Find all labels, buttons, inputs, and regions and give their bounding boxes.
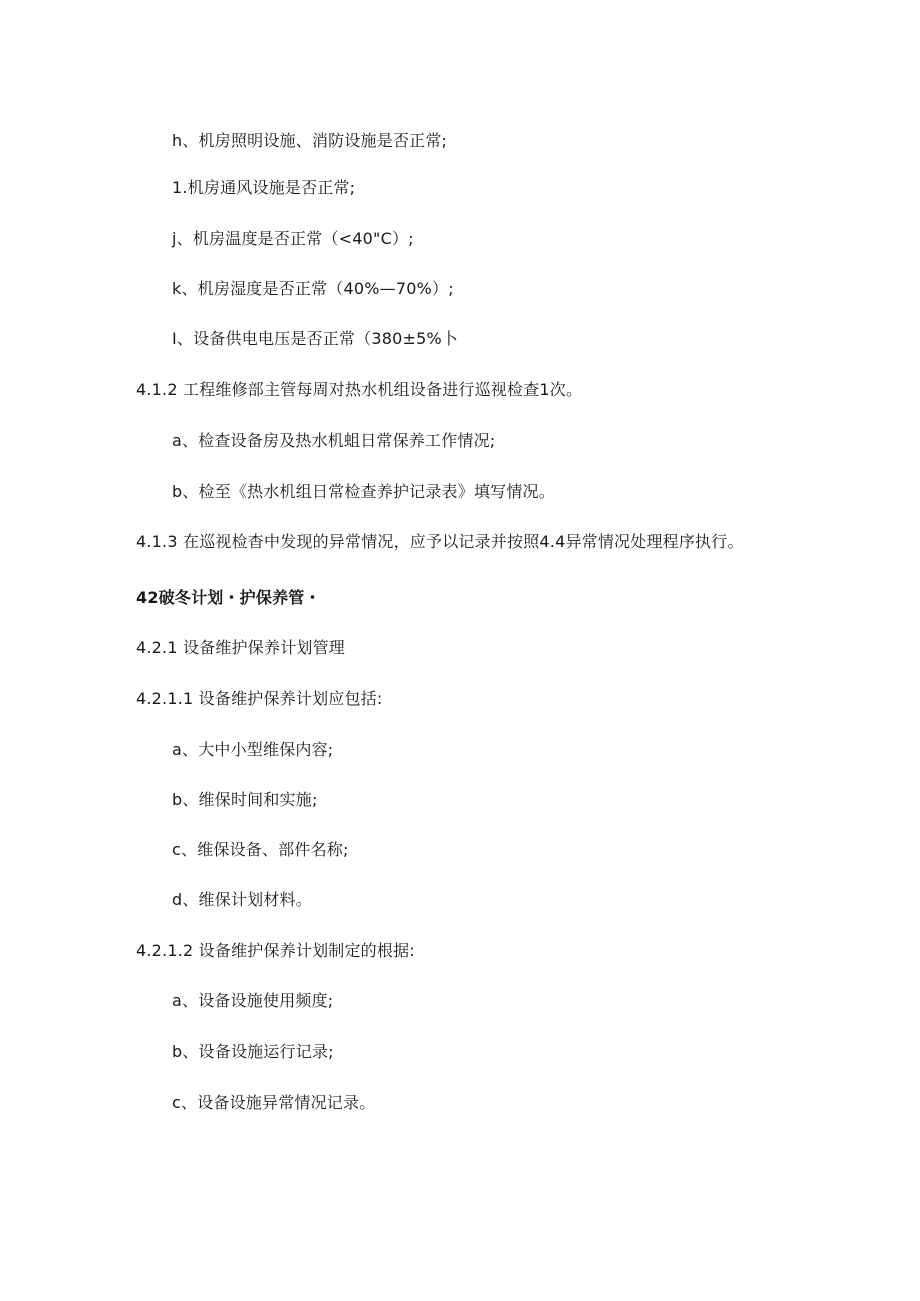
item-j-temperature: j、机房温度是否正常（<40"C）; (172, 229, 414, 248)
item-c-abnormal-record: c、设备设施异常情况记录。 (172, 1093, 376, 1112)
item-b-maintenance-time: b、维保时间和实施; (172, 790, 318, 809)
section-4-1-3: 4.1.3 在巡视检杳中发现的异常情况，应予以记录并按照4.4异常情况处理程序执行。 (136, 532, 744, 551)
item-c-maintenance-parts: c、维保设备、部件名称; (172, 840, 349, 859)
section-4-2-1-2: 4.2.1.2 设备维护保养计划制定的根据: (136, 941, 415, 960)
section-4-2-1: 4.2.1 设备维护保养计划管理 (136, 638, 345, 657)
item-b-check-record: b、检至《热水机组日常检查养护记录表》填写情况。 (172, 482, 555, 501)
section-4-1-2: 4.1.2 工程维修部主管每周对热水机组设备进行巡视检查1次。 (136, 380, 583, 399)
section-heading-4-2: 42破冬计划・护保养管・ (136, 588, 321, 607)
item-a-maintenance-content: a、大中小型维保内容; (172, 740, 334, 759)
item-i-ventilation: 1.机房通风设施是否正常; (172, 178, 356, 197)
item-k-humidity: k、机房湿度是否正常（40%—70%）; (172, 279, 454, 298)
item-b-operation-record: b、设备设施运行记录; (172, 1042, 334, 1061)
item-d-maintenance-materials: d、维保计划材料。 (172, 890, 312, 909)
item-h-lighting-fire: h、机房照明设施、消防设施是否正常; (172, 131, 448, 150)
item-a-check-room: a、检查设备房及热水机蛆日常保养工作情况; (172, 431, 496, 450)
item-a-usage-frequency: a、设备设施使用频度; (172, 991, 334, 1010)
item-l-voltage: I、设备供电电压是否正常（380±5%卜 (172, 329, 459, 348)
section-4-2-1-1: 4.2.1.1 设备维护保养计划应包括: (136, 689, 383, 708)
